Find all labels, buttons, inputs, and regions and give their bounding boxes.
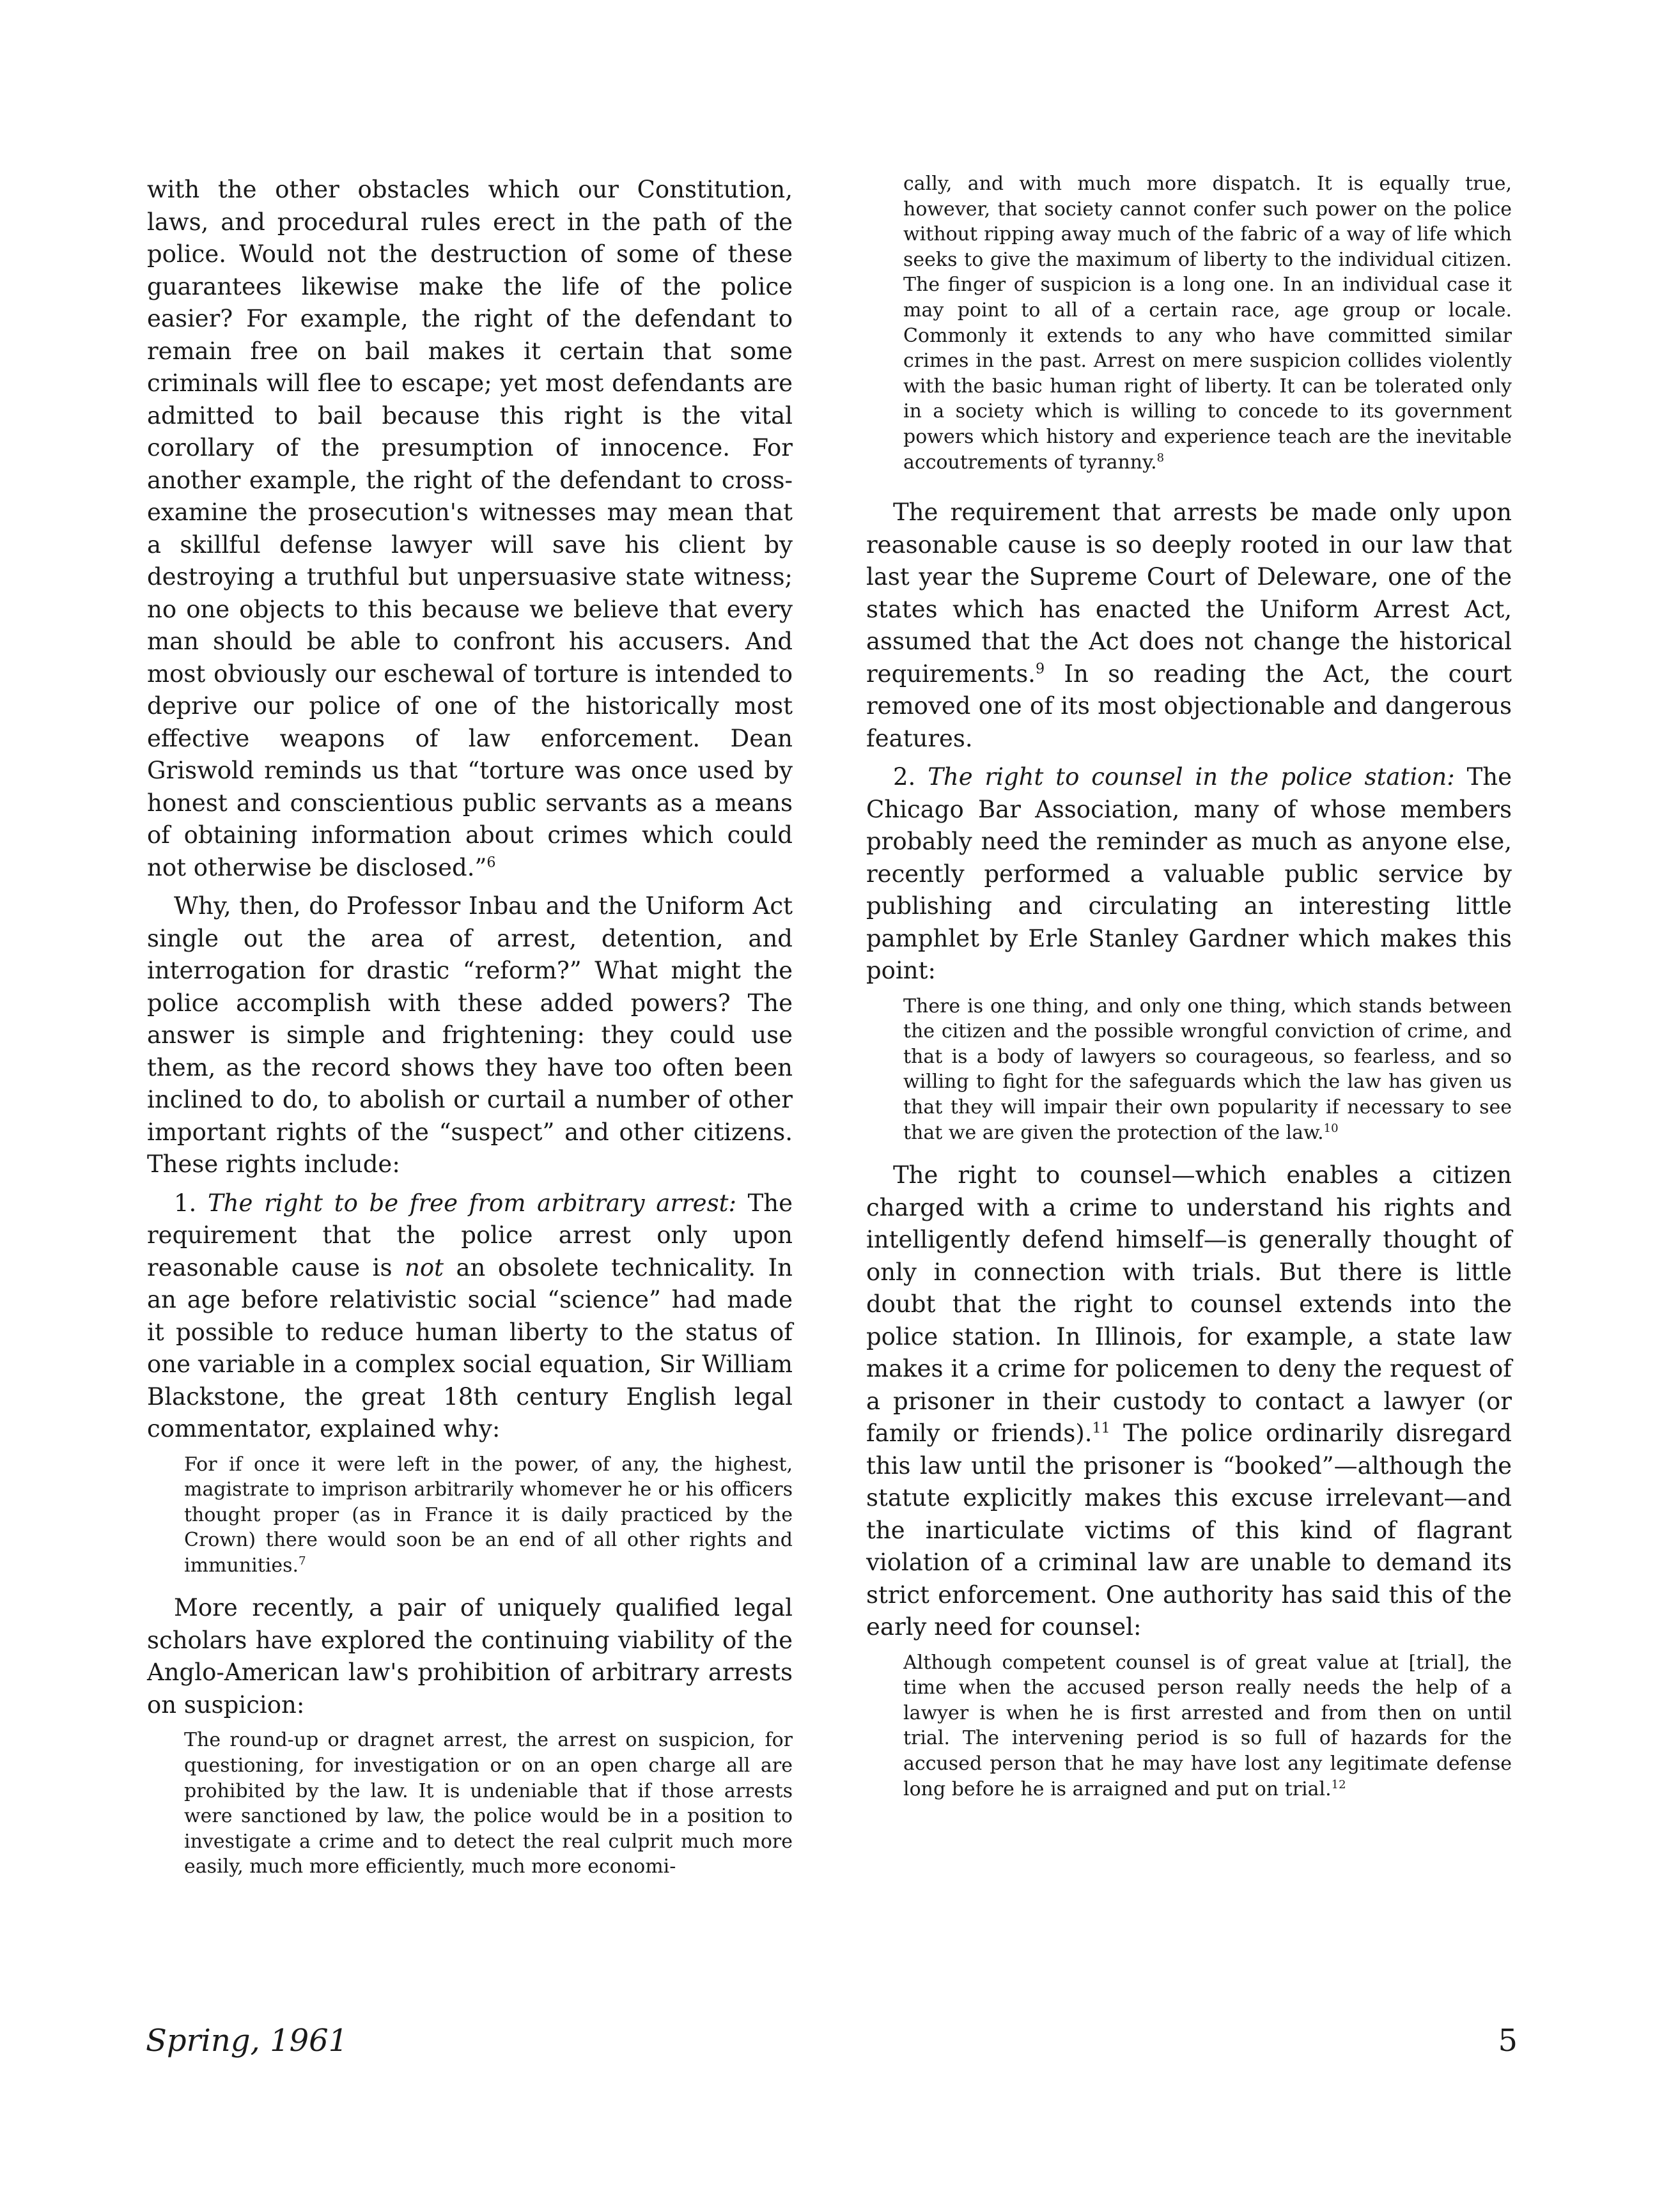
blockquote-early-counsel — [866, 1650, 1512, 1802]
paragraph-counsel-police-station — [866, 1159, 1512, 1644]
paragraph-right-arbitrary-arrest — [147, 1187, 793, 1446]
paragraph-text: The police ordinarily disregard this law until the prisoner is “booked”—although the statute explicitly makes this excuse irrelevant—and the inarticulate victims of this kind of flagrant violation of a criminal law are unable to demand its strict enforcement. One authority has said this of the early need for counsel: — [866, 1419, 1512, 1641]
blockquote-gardner — [866, 994, 1512, 1146]
paragraph-obstacles — [147, 174, 793, 884]
footnote-ref: 10 — [1323, 1121, 1339, 1135]
blockquote-blackstone — [147, 1452, 793, 1579]
footnote-ref: 11 — [1092, 1419, 1110, 1437]
quote-text: The round-up or dragnet arrest, the arrest on suspicion, for questioning, for investigation or on an open charge all are prohibited by the law. It is undeniable that if those arrests were sanctioned by law, the police would be in a position to investigate a crime and to detect the real culprit much more easily, much more efficiently, much more economi- — [184, 1729, 793, 1878]
quote-text: Although competent counsel is of great value at [trial], the time when the accused person really needs the help of a lawyer is when he is first arrested and from then on until trial. The intervening period is so full of hazards for the accused person that he may have lost any legitimate defense long before he is arraigned and put on trial. — [903, 1651, 1512, 1800]
footnote-ref: 9 — [1035, 660, 1045, 677]
footnote-ref: 12 — [1331, 1777, 1346, 1791]
quote-text: For if once it were left in the power, of any, the highest, magistrate to imprison arbitrarily whomever he or his officers thought proper (as in France it is daily practiced by the Crown) there would soon be an end of all other rights and immunities. — [184, 1453, 793, 1577]
paragraph-why-then — [147, 890, 793, 1181]
left-column — [147, 174, 793, 1894]
paragraph-right-to-counsel — [866, 761, 1512, 987]
paragraph-more-recently — [147, 1592, 793, 1721]
footnote-ref: 8 — [1156, 451, 1165, 465]
paragraph-text: The right to counsel—which enables a citizen charged with a crime to understand his rights and intelligently defend himself—is generally thought of only in connection with trials. But there is little doubt that the right to counsel extends into the police station. In Illinois, for example, a state law makes it a crime for policemen to deny the request of a prisoner in their custody to contact a lawyer (or family or friends). — [866, 1161, 1512, 1448]
quote-text: cally, and with much more dispatch. It is equally true, however, that society cannot confer such power on the police without ripping away much of the fabric of a way of life which seeks to give the maximum of liberty to the individual citizen. The finger of suspicion is a long one. In an individual case it may point to all of a certain race, age group or locale. Commonly it extends to any who have committed similar crimes in the past. Arrest on mere suspicion collides violently with the basic human right of liberty. It can be tolerated only in a society which is willing to concede to its government powers which history and experience teach are the inevitable accoutrements of tyranny. — [903, 173, 1512, 474]
paragraph-text: The Chicago Bar Association, many of whose members probably need the reminder as much as anyone else, recently performed a valuable public service by publishing and circulating an interesting little pamphlet by Erle Stanley Gardner which makes this point: — [866, 763, 1512, 985]
paragraph-text: In so reading the Act, the court removed one of its most objectionable and dangerous features. — [866, 660, 1512, 752]
blockquote-dragnet-continued — [866, 171, 1512, 475]
paragraph-text: an obsolete technicality. In an age before relativistic social “science” had made it possible to reduce human liberty to the status of one variable in a complex social equation, Sir William Blackstone, the great 18th century English legal commentator, explained why: — [147, 1253, 793, 1442]
list-number: 2. — [893, 763, 916, 791]
blockquote-dragnet — [147, 1728, 793, 1880]
paragraph-text: with the other obstacles which our Constitution, laws, and procedural rules erect in the path of the police. Would not the destruction of some of these guarantees likewise make the life of the police easier? For example, the right of the defendant to remain free on bail makes it certain that some criminals will flee to escape; yet most defendants are admitted to bail because this right is the vital corollary of the presumption of innocence. For another example, the right of the defendant to cross-examine the prosecution's witnesses may mean that a skillful defense lawyer will save his client by destroying a truthful but unpersuasive state witness; no one objects to this because we believe that every man should be able to confront his accusers. And most obviously our eschewal of torture is intended to deprive our police of one of the historically most effective weapons of law enforcement. Dean Griswold reminds us that “torture was once used by honest and conscientious public servants as a means of obtaining information about crimes which could not otherwise be disclosed.” — [147, 176, 793, 881]
paragraph-text: The requirement that arrests be made only upon reasonable cause is so deeply rooted in our law that last year the Supreme Court of Deleware, one of the states which has enacted the Uniform Arrest Act, assumed that the Act does not change the historical requirements. — [866, 499, 1512, 688]
page-number: 5 — [1498, 2023, 1518, 2059]
section-heading: The right to counsel in the police station: — [928, 763, 1455, 791]
quote-text: There is one thing, and only one thing, which stands between the citizen and the possible wrongful conviction of crime, and that is a body of lawyers so courageous, so fearless, and so willing to fight for the safeguards which the law has given us that they will impair their own popularity if necessary to see that we are given the protection of the law. — [903, 994, 1512, 1144]
paragraph-text: Why, then, do Professor Inbau and the Uniform Act single out the area of arrest, detention, and interrogation for drastic “reform?” What might the police accomplish with these added powers? The answer is simple and frightening: they could use them, as the record shows they have too often been inclined to do, to abolish or curtail a number of other important rights of the “suspect” and other citizens. These rights include: — [147, 892, 793, 1178]
section-heading: The right to be free from arbitrary arrest: — [208, 1189, 736, 1217]
right-column — [866, 171, 1512, 1816]
footnote-ref: 7 — [299, 1554, 306, 1568]
footnote-ref: 6 — [486, 854, 496, 871]
emphasis-text: not — [404, 1253, 444, 1281]
list-number: 1. — [174, 1189, 197, 1217]
paragraph-text: The requirement that the police arrest only upon reasonable cause is — [147, 1189, 793, 1281]
paragraph-text: More recently, a pair of uniquely qualified legal scholars have explored the continuing viability of the Anglo-American law's prohibition of arbitrary arrests on suspicion: — [147, 1594, 793, 1719]
footer-issue-date: Spring, 1961 — [146, 2023, 348, 2059]
paragraph-reasonable-cause — [866, 497, 1512, 755]
